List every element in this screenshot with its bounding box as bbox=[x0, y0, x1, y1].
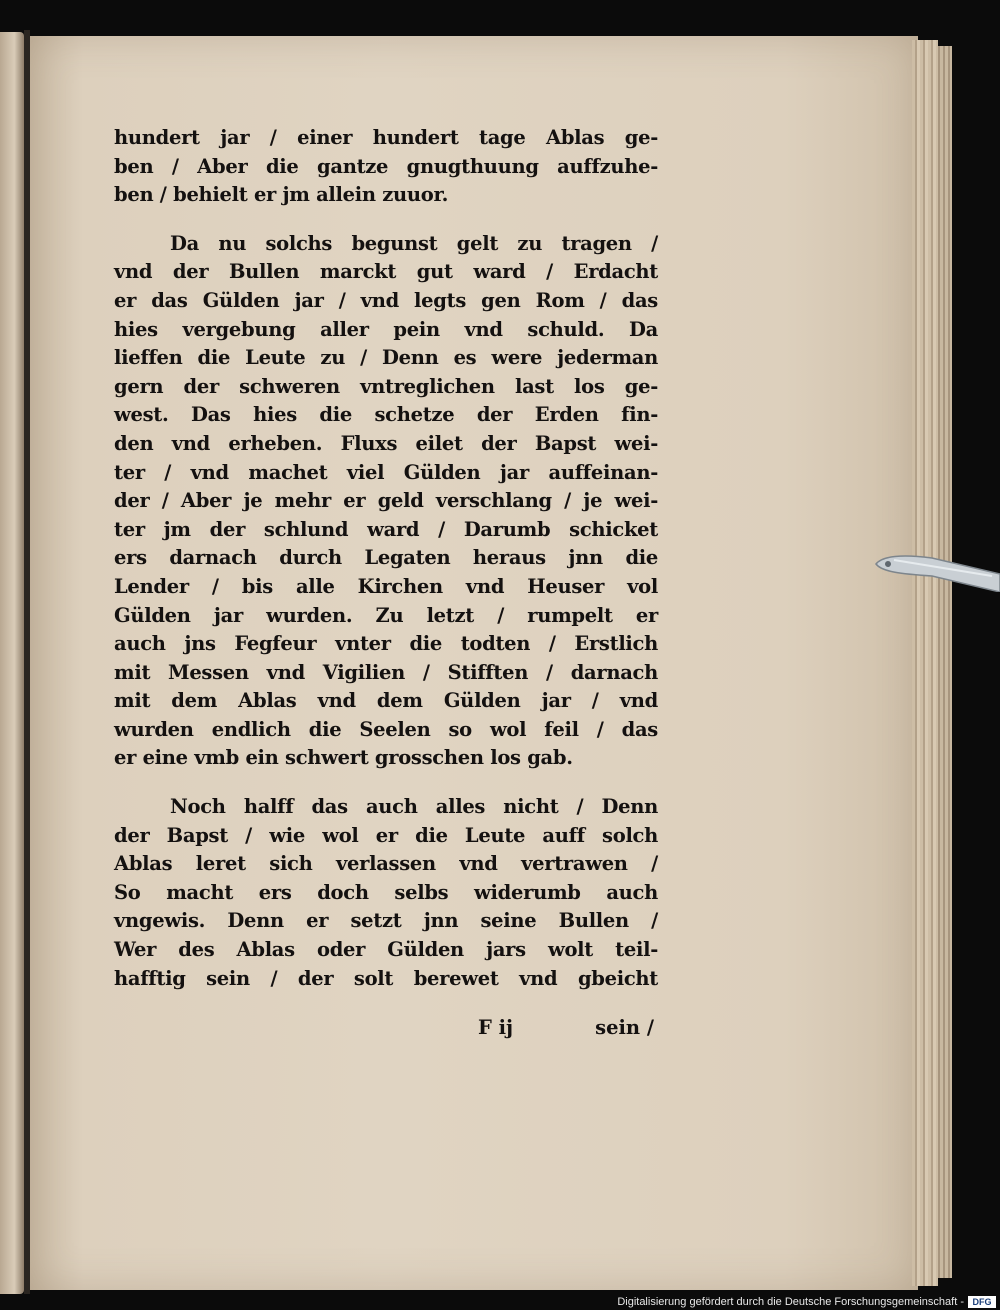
text-line: hundert jar / einer hundert tage Ablas ge- bbox=[114, 126, 658, 149]
text-line: Lender / bis alle Kirchen vnd Heuser vol bbox=[114, 574, 658, 598]
text-line: ers darnach durch Legaten heraus jnn die bbox=[114, 546, 658, 570]
text-line: Noch halff das auch alles nicht / Denn bbox=[170, 795, 658, 819]
text-line: der / Aber je mehr er geld verschlang / je wei- bbox=[114, 489, 658, 513]
page-marker-tab bbox=[872, 546, 1000, 592]
text-line: ben / behielt er jm allein zuuor. bbox=[114, 183, 449, 207]
left-page-edge bbox=[0, 32, 24, 1294]
footer-credit: Digitalisierung gefördert durch die Deutsche Forschungsgemeinschaft - bbox=[617, 1296, 964, 1308]
text-line: ter / vnd machet viel Gülden jar auffeinan- bbox=[114, 460, 658, 484]
text-line: lieffen die Leute zu / Denn es were jederman bbox=[114, 346, 658, 370]
text-line: vngewis. Denn er setzt jnn seine Bullen / bbox=[114, 909, 658, 933]
page-text bbox=[114, 124, 658, 1013]
text-line: hafftig sein / der solt berewet vnd gbeicht bbox=[114, 966, 658, 990]
text-line: mit Messen vnd Vigilien / Stifften / darnach bbox=[114, 660, 658, 684]
page-stack-edge-outer bbox=[938, 46, 952, 1278]
page-stack-edge bbox=[912, 40, 938, 1286]
text-line: er eine vmb ein schwert grosschen los gab. bbox=[114, 746, 573, 770]
text-line: hies vergebung aller pein vnd schuld. Da bbox=[114, 317, 658, 341]
text-line: er das Gülden jar / vnd legts gen Rom / das bbox=[114, 288, 658, 312]
catchword: sein / bbox=[595, 1016, 654, 1039]
text-line: wurden endlich die Seelen so wol feil / das bbox=[114, 717, 658, 741]
signature-mark: F ij bbox=[478, 1016, 514, 1039]
text-line: mit dem Ablas vnd dem Gülden jar / vnd bbox=[114, 689, 658, 713]
dfg-logo: DFG bbox=[968, 1296, 996, 1308]
page-footer-marks bbox=[478, 1014, 654, 1042]
text-line: west. Das hies die schetze der Erden fin- bbox=[114, 403, 658, 427]
text-line: So macht ers doch selbs widerumb auch bbox=[114, 880, 658, 904]
paragraph-3 bbox=[114, 793, 658, 993]
text-line: Ablas leret sich verlassen vnd vertrawen / bbox=[114, 852, 658, 876]
text-line: vnd der Bullen marckt gut ward / Erdacht bbox=[114, 260, 658, 284]
text-line: Gülden jar wurden. Zu letzt / rumpelt er bbox=[114, 603, 658, 627]
paragraph-2 bbox=[114, 230, 658, 773]
paragraph-1 bbox=[114, 124, 658, 210]
text-line: den vnd erheben. Fluxs eilet der Bapst wei- bbox=[114, 431, 658, 455]
text-line: der Bapst / wie wol er die Leute auff solch bbox=[114, 823, 658, 847]
text-line: ter jm der schlund ward / Darumb schicket bbox=[114, 517, 658, 541]
text-line: ben / Aber die gantze gnugthuung auffzuhe- bbox=[114, 154, 658, 178]
text-line: gern der schweren vntreglichen last los ge- bbox=[114, 374, 658, 398]
text-line: Wer des Ablas oder Gülden jars wolt teil- bbox=[114, 938, 658, 962]
text-line: Da nu solchs begunst gelt zu tragen / bbox=[170, 231, 658, 255]
text-line: auch jns Fegfeur vnter die todten / Erstlich bbox=[114, 632, 658, 656]
